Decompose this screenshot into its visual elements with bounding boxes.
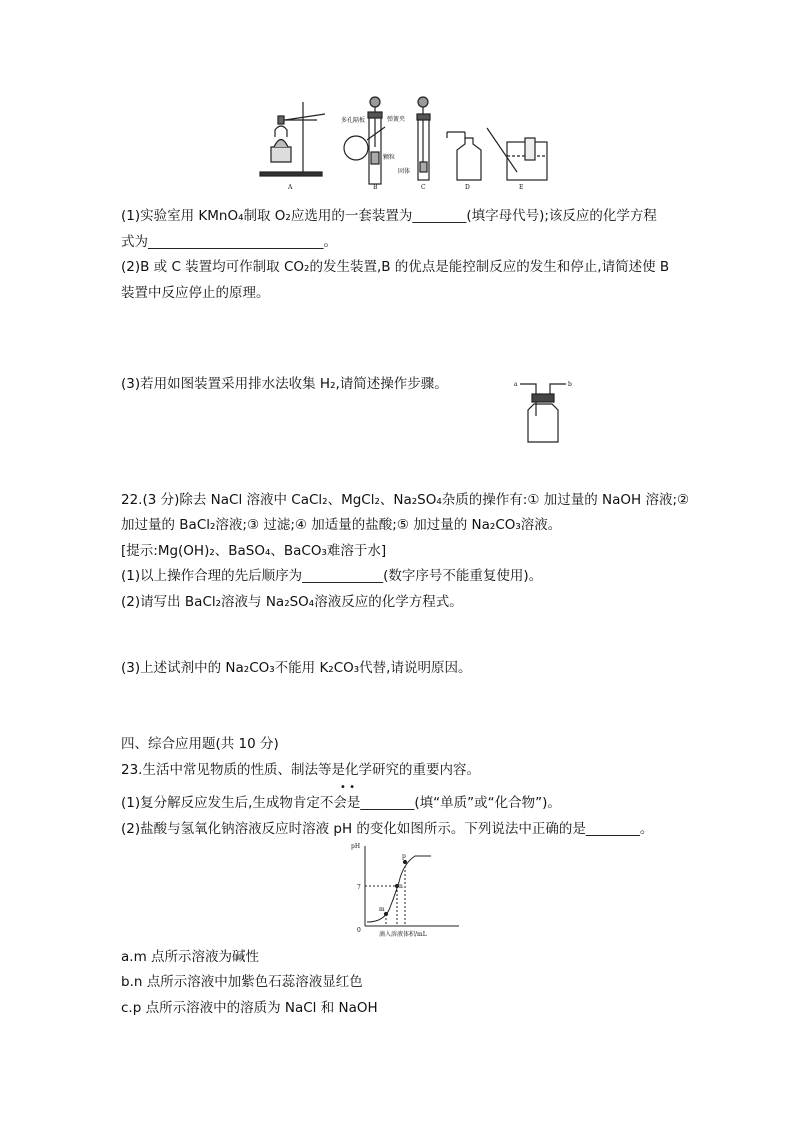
q21-part1-line2: 式为__________________________。: [121, 234, 337, 250]
q23-intro: 23.生活中常见物质的性质、制法等是化学研究的重要内容。: [121, 762, 480, 778]
apparatus-b: [344, 97, 385, 184]
apparatus-c: [417, 97, 430, 180]
point-p: [403, 860, 406, 863]
q22-part1: (1)以上操作合理的先后顺序为____________(数字序号不能重复使用)。: [121, 568, 543, 584]
ph-label-p: p: [402, 853, 406, 860]
ph-label-n: n: [399, 883, 403, 890]
ph-origin: 0: [357, 927, 361, 934]
gas-bottle-figure: [512, 374, 574, 446]
q21-part2-line1: (2)B 或 C 装置均可作制取 CO₂的发生装置,B 的优点是能控制反应的发生和停止,请简述使 B: [121, 259, 670, 275]
apparatus-figure: [255, 92, 555, 192]
q22-hint: [提示:Mg(OH)₂、BaSO₄、BaCO₃难溶于水]: [121, 543, 387, 559]
q21-part1-line1: (1)实验室用 KMnO₄制取 O₂应选用的一套装置为________(填字母代号);该反应的化学方程: [121, 208, 657, 224]
callout-spring-clip: 弹簧夹: [387, 116, 406, 123]
apparatus-a: [260, 102, 325, 176]
label-a: A: [288, 184, 293, 191]
emphasis-dots: • •: [340, 782, 355, 793]
q23-part2: (2)盐酸与氢氧化钠溶液反应时溶液 pH 的变化如图所示。下列说法中正确的是________。: [121, 821, 654, 837]
bottle-label-b: b: [568, 381, 572, 388]
point-m: [384, 912, 387, 915]
q21-part3: (3)若用如图装置采用排水法收集 H₂,请简述操作步骤。: [121, 376, 448, 392]
apparatus-e: [487, 128, 547, 180]
q23-option-c: c.p 点所示溶液中的溶质为 NaCl 和 NaOH: [121, 1000, 378, 1016]
label-e: E: [519, 184, 524, 191]
q22-line2: 加过量的 BaCl₂溶液;③ 过滤;④ 加适量的盐酸;⑤ 加过量的 Na₂CO₃溶液。: [121, 517, 562, 533]
ph-ylabel: pH: [351, 843, 361, 850]
apparatus-d: [447, 132, 481, 180]
q22-part2: (2)请写出 BaCl₂溶液与 Na₂SO₄溶液反应的化学方程式。: [121, 594, 463, 610]
section-4-title: 四、综合应用题(共 10 分): [121, 736, 279, 752]
q22-part3: (3)上述试剂中的 Na₂CO₃不能用 K₂CO₃代替,请说明原因。: [121, 660, 472, 676]
q23-option-b: b.n 点所示溶液中加紫色石蕊溶液显红色: [121, 974, 363, 990]
callout-porous-plate: 多孔隔板: [341, 117, 366, 124]
ph-curve-figure: [335, 840, 465, 940]
callout-solid: 固体: [398, 168, 411, 175]
ph-label-m: m: [379, 906, 385, 913]
q23-option-a: a.m 点所示溶液为碱性: [121, 949, 260, 965]
label-b: B: [373, 184, 378, 191]
bottle-label-a: a: [514, 381, 518, 388]
q21-part2-line2: 装置中反应停止的原理。: [121, 285, 270, 301]
label-d: D: [465, 184, 470, 191]
callout-granules: 颗粒: [383, 154, 396, 161]
label-c: C: [421, 184, 426, 191]
q22-line1: 22.(3 分)除去 NaCl 溶液中 CaCl₂、MgCl₂、Na₂SO₄杂质的操作有:① 加过量的 NaOH 溶液;②: [121, 492, 690, 508]
ph-tick-7: 7: [357, 884, 361, 891]
q23-part1: (1)复分解反应发生后,生成物肯定不会是________(填“单质”或“化合物”)。: [121, 795, 561, 811]
ph-xlabel: 滴入溶液体积/mL: [379, 931, 427, 938]
